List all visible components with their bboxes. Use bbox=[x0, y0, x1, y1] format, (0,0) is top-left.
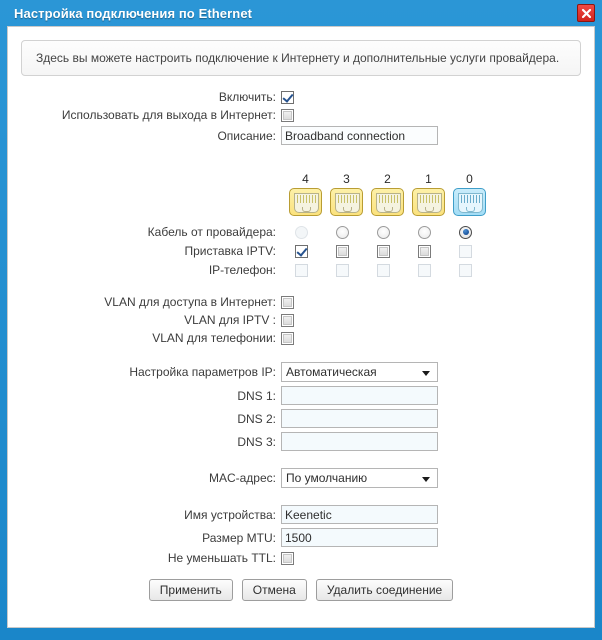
ip-settings-label: Настройка параметров IP: bbox=[129, 365, 276, 379]
iptv-checkbox-port-4[interactable] bbox=[295, 245, 308, 258]
cell-port-4 bbox=[281, 226, 322, 239]
row-description bbox=[8, 126, 594, 145]
port-column-2 bbox=[367, 172, 408, 216]
port-column-4 bbox=[285, 172, 326, 216]
iptv-checkbox-port-1[interactable] bbox=[418, 245, 431, 258]
isp-cable-radio-port-0[interactable] bbox=[459, 226, 472, 239]
pins-shape bbox=[461, 195, 480, 203]
isp-cable-radio-port-1[interactable] bbox=[418, 226, 431, 239]
port-column-3 bbox=[326, 172, 367, 216]
cell-port-2 bbox=[363, 226, 404, 239]
hostname-label: Имя устройства: bbox=[184, 507, 276, 522]
mac-field bbox=[281, 468, 438, 488]
row-dns1 bbox=[8, 386, 594, 405]
pins-shape bbox=[297, 195, 316, 203]
cell-port-1 bbox=[404, 264, 445, 277]
dns3-input[interactable] bbox=[281, 432, 438, 451]
isp-cable-label: Кабель от провайдера: bbox=[147, 225, 276, 239]
iptv-label: Приставка IPTV: bbox=[184, 244, 276, 258]
cell-port-3 bbox=[322, 226, 363, 239]
ttl-checkbox[interactable] bbox=[281, 552, 294, 565]
ip-phone-checkbox-port-2 bbox=[377, 264, 390, 277]
port-number: 1 bbox=[425, 172, 432, 186]
row-isp-cable bbox=[8, 225, 594, 239]
delete-connection-button[interactable]: Удалить соединение bbox=[316, 579, 453, 601]
port-number: 4 bbox=[302, 172, 309, 186]
isp-cable-radio-port-3[interactable] bbox=[336, 226, 349, 239]
description-field bbox=[281, 126, 438, 145]
row-use-for-internet bbox=[8, 108, 594, 122]
apply-button[interactable]: Применить bbox=[149, 579, 233, 601]
vlan-internet-label: VLAN для доступа в Интернет: bbox=[104, 295, 276, 309]
use-for-internet-checkbox[interactable] bbox=[281, 109, 294, 122]
vlan-internet-checkbox[interactable] bbox=[281, 296, 294, 309]
chevron-down-icon bbox=[422, 371, 430, 376]
port-number: 0 bbox=[466, 172, 473, 186]
ports-row bbox=[285, 172, 594, 216]
cell-port-3 bbox=[322, 264, 363, 277]
cell-port-0 bbox=[445, 245, 486, 258]
ip-phone-label: IP-телефон: bbox=[208, 263, 276, 277]
ip-settings-field bbox=[281, 362, 438, 382]
dns1-label: DNS 1: bbox=[237, 388, 276, 403]
dialog-content bbox=[7, 26, 595, 628]
dns3-label: DNS 3: bbox=[237, 434, 276, 449]
cell-port-1 bbox=[404, 226, 445, 239]
port-column-1 bbox=[408, 172, 449, 216]
ethernet-port-icon bbox=[371, 188, 404, 216]
iptv-checkbox-port-3[interactable] bbox=[336, 245, 349, 258]
settings-form bbox=[8, 90, 594, 601]
iptv-checkbox-port-0 bbox=[459, 245, 472, 258]
ip-phone-checkbox-port-4 bbox=[295, 264, 308, 277]
ip-settings-value: Автоматическая bbox=[286, 365, 377, 379]
cell-port-1 bbox=[404, 245, 445, 258]
dns1-field bbox=[281, 386, 438, 405]
hostname-field bbox=[281, 505, 438, 524]
ip-phone-checkbox-port-0 bbox=[459, 264, 472, 277]
pins-shape bbox=[338, 195, 357, 203]
hostname-input[interactable] bbox=[281, 505, 438, 524]
port-diagram bbox=[8, 172, 594, 216]
ethernet-port-icon-wan bbox=[453, 188, 486, 216]
title-bar bbox=[7, 0, 595, 26]
row-dns2 bbox=[8, 409, 594, 428]
vlan-iptv-checkbox[interactable] bbox=[281, 314, 294, 327]
ethernet-port-icon bbox=[412, 188, 445, 216]
notch-shape bbox=[384, 207, 393, 212]
mac-label: MAC-адрес: bbox=[208, 471, 276, 485]
cell-port-2 bbox=[363, 245, 404, 258]
ethernet-port-icon bbox=[330, 188, 363, 216]
isp-cable-cells bbox=[281, 226, 486, 239]
row-ip-settings bbox=[8, 362, 594, 382]
notch-shape bbox=[466, 207, 475, 212]
notch-shape bbox=[343, 207, 352, 212]
description-input[interactable] bbox=[281, 126, 438, 145]
row-vlan-phone bbox=[8, 331, 594, 345]
vlan-phone-checkbox[interactable] bbox=[281, 332, 294, 345]
row-mac bbox=[8, 468, 594, 488]
dns3-field bbox=[281, 432, 438, 451]
description-label: Описание: bbox=[217, 128, 276, 143]
dns2-field bbox=[281, 409, 438, 428]
cell-port-3 bbox=[322, 245, 363, 258]
vlan-internet-field bbox=[281, 296, 294, 309]
row-ip-phone bbox=[8, 263, 594, 277]
use-for-internet-label: Использовать для выхода в Интернет: bbox=[61, 108, 276, 122]
cancel-button[interactable]: Отмена bbox=[242, 579, 307, 601]
row-hostname bbox=[8, 505, 594, 524]
vlan-phone-label: VLAN для телефонии: bbox=[152, 331, 276, 345]
mtu-field bbox=[281, 528, 438, 547]
row-iptv bbox=[8, 244, 594, 258]
port-column-0 bbox=[449, 172, 490, 216]
ip-phone-checkbox-port-1 bbox=[418, 264, 431, 277]
ethernet-port-icon bbox=[289, 188, 322, 216]
chevron-down-icon bbox=[422, 477, 430, 482]
notch-shape bbox=[302, 207, 311, 212]
mac-dropdown[interactable] bbox=[281, 468, 438, 488]
dns2-input[interactable] bbox=[281, 409, 438, 428]
window-title: Настройка подключения по Ethernet bbox=[14, 5, 253, 21]
row-ttl bbox=[8, 551, 594, 565]
ip-phone-cells bbox=[281, 264, 486, 277]
ip-settings-dropdown[interactable] bbox=[281, 362, 438, 382]
vlan-phone-field bbox=[281, 332, 294, 345]
pins-shape bbox=[420, 195, 439, 203]
close-icon[interactable] bbox=[577, 4, 595, 22]
cell-port-0 bbox=[445, 264, 486, 277]
isp-cable-radio-port-4 bbox=[295, 226, 308, 239]
cell-port-2 bbox=[363, 264, 404, 277]
mtu-label: Размер MTU: bbox=[202, 530, 276, 545]
button-bar bbox=[8, 579, 594, 601]
enable-field bbox=[281, 91, 294, 104]
port-number: 3 bbox=[343, 172, 350, 186]
ttl-field bbox=[281, 552, 294, 565]
row-dns3 bbox=[8, 432, 594, 451]
row-vlan-iptv bbox=[8, 313, 594, 327]
vlan-iptv-field bbox=[281, 314, 294, 327]
ttl-label: Не уменьшать TTL: bbox=[167, 551, 276, 565]
use-for-internet-field bbox=[281, 109, 294, 122]
row-mtu bbox=[8, 528, 594, 547]
ip-phone-checkbox-port-3 bbox=[336, 264, 349, 277]
iptv-cells bbox=[281, 245, 486, 258]
cell-port-0 bbox=[445, 226, 486, 239]
row-vlan-internet bbox=[8, 295, 594, 309]
port-number: 2 bbox=[384, 172, 391, 186]
mac-value: По умолчанию bbox=[286, 471, 368, 485]
mtu-input[interactable] bbox=[281, 528, 438, 547]
iptv-checkbox-port-2[interactable] bbox=[377, 245, 390, 258]
vlan-iptv-label: VLAN для IPTV : bbox=[184, 313, 276, 327]
dns2-label: DNS 2: bbox=[237, 411, 276, 426]
pins-shape bbox=[379, 195, 398, 203]
info-banner: Здесь вы можете настроить подключение к Интернету и дополнительные услуги провайдера. bbox=[21, 40, 581, 76]
isp-cable-radio-port-2[interactable] bbox=[377, 226, 390, 239]
cell-port-4 bbox=[281, 245, 322, 258]
row-enable bbox=[8, 90, 594, 104]
cell-port-4 bbox=[281, 264, 322, 277]
enable-label: Включить: bbox=[218, 90, 276, 104]
enable-checkbox[interactable] bbox=[281, 91, 294, 104]
dns1-input[interactable] bbox=[281, 386, 438, 405]
notch-shape bbox=[425, 207, 434, 212]
